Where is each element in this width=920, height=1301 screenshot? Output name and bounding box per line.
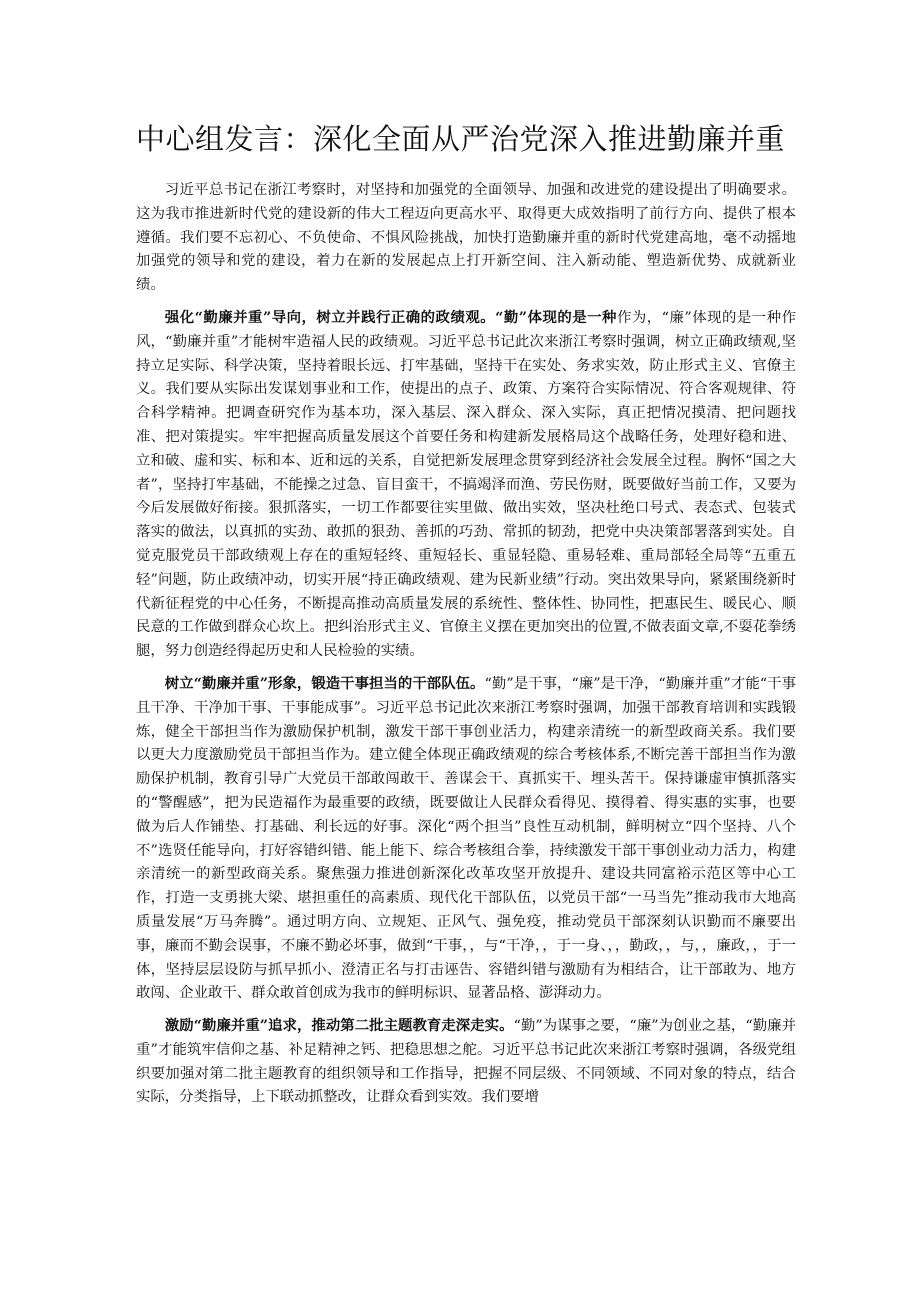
document-page <box>136 118 796 1118</box>
paragraph-text: 作为，“廉”体现的是一种作风，“勤廉并重”才能树牢造福人民的政绩观。习近平总书记此次来浙江考察时强调，树立正确政绩观,坚持立足实际、科学决策，坚持着眼长远、打牢基础，坚持干在实处、务求实效，防止形式主义、官僚主义。我们要从实际出发谋划事业和工作，使提出的点子、政策、方案符合实际情况、符合客观规律、符合科学精神。把调查研究作为基本功，深入基层、深入群众、深入实际，真正把情况摸清、把问题找准、把对策提实。牢牢把握高质量发展这个首要任务和构建新发展格局这个战略任务，处理好稳和进、立和破、虚和实、标和本、近和远的关系，自觉把新发展理念贯穿到经济社会发展全过程。胸怀“国之大者”，坚持打牢基础，不能操之过急、盲目蛮干，不搞竭泽而渔、劳民伤财，既要做好当前工作，又要为今后发展做好衔接。狠抓落实，一切工作都要往实里做、做出实效，坚决杜绝口号式、表态式、包装式落实的做法，以真抓的实劲、敢抓的狠劲、善抓的巧劲、常抓的韧劲，把党中央决策部署落到实处。自觉克服党员干部政绩观上存在的重短轻终、重短轻长、重显轻隐、重易轻难、重局部轻全局等“五重五轻”问题，防止政绩冲动，切实开展“持正确政绩观、建为民新业绩”行动。突出效果导向，紧紧围绕新时代新征程党的中心任务，不断提高推动高质量发展的系统性、整体性、协同性，把惠民生、暖民心、顺民意的工作做到群众心坎上。把纠治形式主义、官僚主义摆在更加突出的位置,不做表面文章,不耍花拳绣腿，努力创造经得起历史和人民检验的实绩。 <box>136 309 796 660</box>
paragraph-lead: 激励“勤廉并重”追求，推动第二批主题教育走深走实。 <box>164 1017 514 1035</box>
document-title: 中心组发言：深化全面从严治党深入推进勤廉并重 <box>136 122 786 156</box>
paragraph-section-1 <box>136 306 796 664</box>
paragraph-lead: 强化“勤廉并重”导向，树立并践行正确的政绩观。“勤”体现的是一种 <box>164 308 617 326</box>
paragraph-text: “勤”为谋事之要，“廉”为创业之基，“勤廉并重”才能筑牢信仰之基、补足精神之钙、把稳思想之舵。习近平总书记此次来浙江考察时强调，各级党组织要加强对第二批主题教育的组织领导和工作指导，把握不同层级、不同领域、不同对象的特点，结合实际，分类指导，上下联动抓整改，让群众看到实效。我们要增 <box>136 1018 796 1106</box>
paragraph-text: “勤”是干事，“廉”是干净，“勤廉并重”才能“干事且干净、干净加干事、干事能成事”。习近平总书记此次来浙江考察时强调，加强干部教育培训和实践锻炼，健全干部担当作为激励保护机制，激发干部干事创业活力，构建亲清统一的新型政商关系。我们要以更大力度激励党员干部担当作为。建立健全体现正确政绩观的综合考核体系,不断完善干部担当作为激励保护机制，教育引导广大党员干部敢闯敢干、善谋会干、真抓实干、埋头苦干。保持谦虚审慎抓落实的“警醒感”，把为民造福作为最重要的政绩，既要做让人民群众看得见、摸得着、得实惠的实事，也要做为后人作铺垫、打基础、利长远的好事。深化“两个担当”良性互动机制，鲜明树立“四个坚持、八个不”选贤任能导向，打好容错纠错、能上能下、综合考核组合拳，持续激发干部干事创业动力活力，构建亲清统一的新型政商关系。聚焦强力推进创新深化改革攻坚开放提升、建设共同富裕示范区等中心工作，打造一支勇挑大梁、堪担重任的高素质、现代化干部队伍，以党员干部“一马当先”推动我市大地高质量发展“万马奔腾”。通过明方向、立规矩、正风气、强免疫，推动党员干部深刻认识勤而不廉要出事，廉而不勤会误事，不廉不勤必坏事，做到“干事，，与“干净，，于一身、，，勤政，，与，，廉政，，于一体，坚持层层设防与抓早抓小、澄清正名与打击诬告、容错纠错与激励有为相结合，让干部敢为、地方敢闯、企业敢干、群众敢首创成为我市的鲜明标识、显著品格、澎湃动力。 <box>136 675 797 1002</box>
paragraph-section-2 <box>136 672 796 1006</box>
paragraph-intro <box>136 178 796 298</box>
paragraph-lead: 树立“勤廉并重”形象，锻造干事担当的干部队伍。 <box>164 674 485 692</box>
paragraph-section-3 <box>136 1014 796 1110</box>
paragraph-text: 习近平总书记在浙江考察时，对坚持和加强党的全面领导、加强和改进党的建设提出了明确要求。这为我市推进新时代党的建设新的伟大工程迈向更高水平、取得更大成效指明了前行方向、提供了根本遵循。我们要不忘初心、不负使命、不惧风险挑战，加快打造勤廉并重的新时代党建高地，毫不动摇地加强党的领导和党的建设，着力在新的发展起点上打开新空间、注入新动能、塑造新优势、成就新业绩。 <box>136 182 796 294</box>
